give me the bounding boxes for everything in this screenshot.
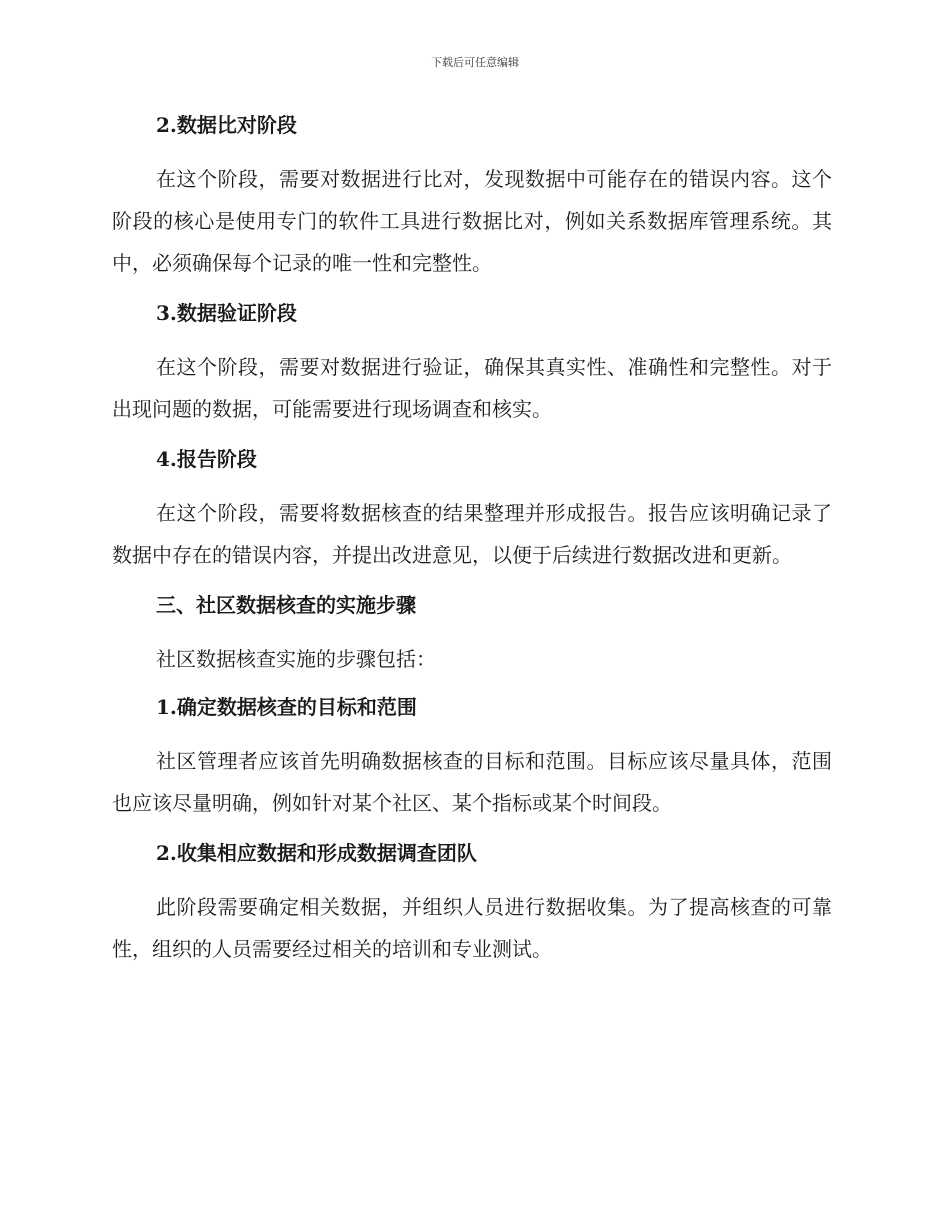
paragraph-data-comparison: 在这个阶段，需要对数据进行比对，发现数据中可能存在的错误内容。这个阶段的核心是使用专门的软件工具进行数据比对，例如关系数据库管理系统。其中，必须确保每个记录的唯一性和完整性。 bbox=[112, 167, 832, 275]
paragraph-collect-data-team: 此阶段需要确定相关数据，并组织人员进行数据收集。为了提高核查的可靠性，组织的人员需要经过相关的培训和专业测试。 bbox=[112, 895, 832, 961]
paragraph-report: 在这个阶段，需要将数据核查的结果整理并形成报告。报告应该明确记录了数据中存在的错误内容，并提出改进意见，以便于后续进行数据改进和更新。 bbox=[112, 501, 832, 567]
paragraph-steps-intro: 社区数据核查实施的步骤包括： bbox=[156, 647, 436, 671]
section-heading-goal-scope: 1.确定数据核查的目标和范围 bbox=[156, 695, 417, 719]
paragraph-goal-scope: 社区管理者应该首先明确数据核查的目标和范围。目标应该尽量具体，范围也应该尽量明确，例如针对某个社区、某个指标或某个时间段。 bbox=[112, 749, 832, 815]
section-heading-collect-data-team: 2.收集相应数据和形成数据调查团队 bbox=[156, 841, 477, 865]
section-heading-data-comparison: 2.数据比对阶段 bbox=[156, 113, 297, 137]
section-heading-report: 4.报告阶段 bbox=[156, 447, 257, 471]
page-header: 下载后可任意编辑 bbox=[431, 56, 519, 69]
chapter-heading-implementation-steps: 三、社区数据核查的实施步骤 bbox=[156, 593, 416, 617]
section-heading-data-verification: 3.数据验证阶段 bbox=[156, 301, 297, 325]
paragraph-data-verification: 在这个阶段，需要对数据进行验证，确保其真实性、准确性和完整性。对于出现问题的数据，可能需要进行现场调查和核实。 bbox=[112, 355, 832, 421]
document-body bbox=[112, 108, 832, 982]
